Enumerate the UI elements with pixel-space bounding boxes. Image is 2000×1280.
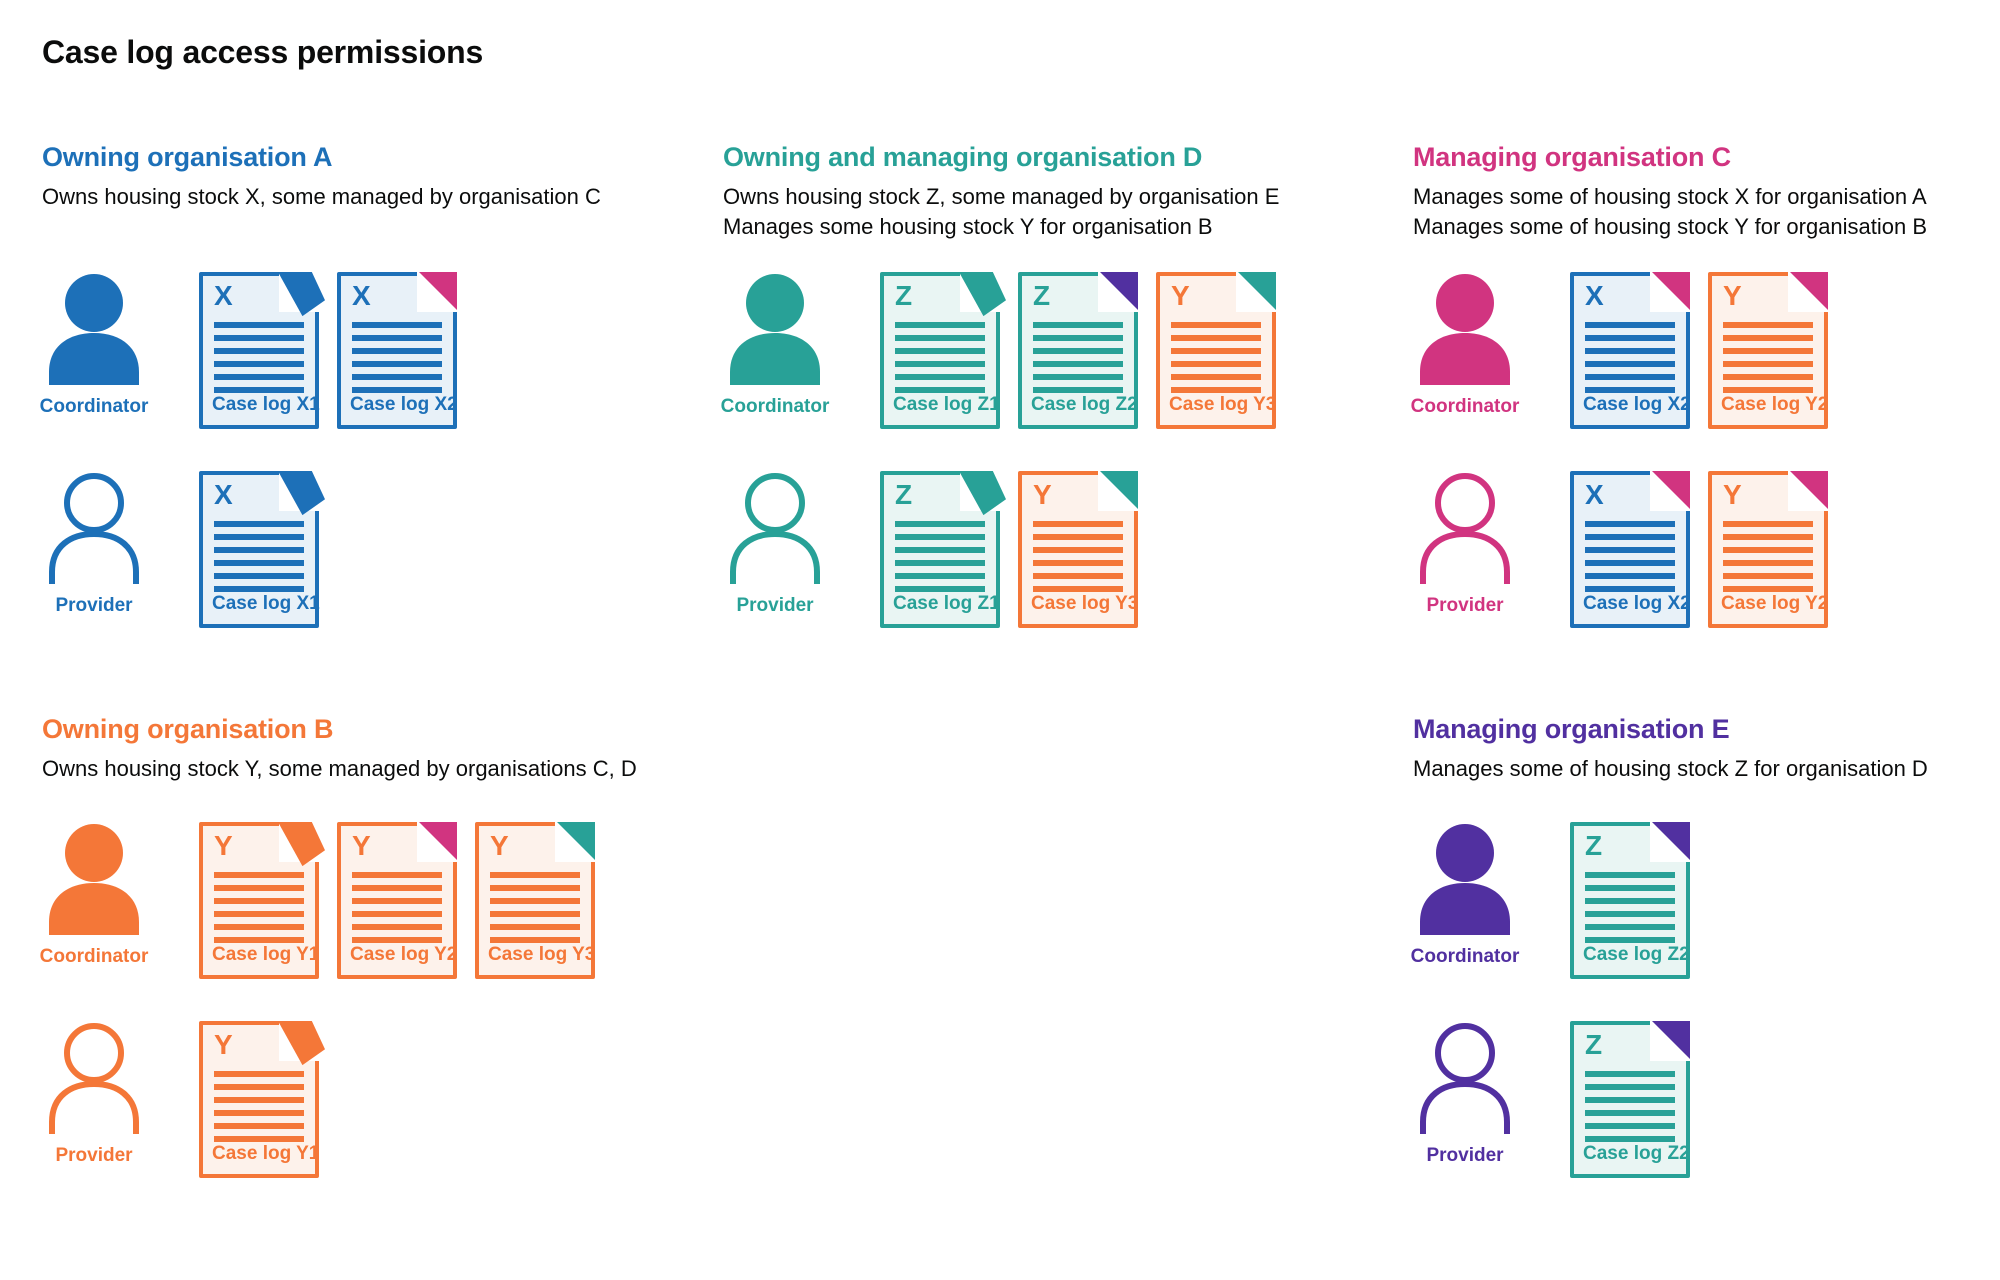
coordinator-icon [1415,823,1515,935]
section-managing-organisation-c [1410,140,1993,616]
coordinator-person [39,270,149,418]
text-lines [1585,322,1675,400]
section-description: Owns housing stock Y, some managed by organisations C, D [42,756,637,781]
coordinator-person [1410,820,1520,968]
doc-case-log-z2 [1018,272,1138,429]
doc-case-log-x1 [199,471,319,628]
provider-person [1413,469,1517,617]
provider-row [42,469,457,628]
text-lines [1585,521,1675,599]
doc-case-log-x2 [337,272,457,429]
section-description: Manages some of housing stock Z for organisation D [1413,756,1928,781]
stock-letter: Z [895,479,913,510]
role-label: Coordinator [39,396,149,417]
coordinator-person [1410,270,1520,418]
page-title: Case log access permissions [42,34,484,70]
text-lines [214,872,304,950]
stock-letter: Y [490,830,509,861]
text-lines [352,872,442,950]
doc-label: Case log Z2 [1583,1143,1690,1164]
doc-label: Case log Z2 [1583,944,1690,965]
text-lines [1171,322,1261,400]
coordinator-icon [44,823,144,935]
stock-letter: Y [1033,479,1052,510]
section-title: Managing organisation C [1413,142,1731,172]
stock-letter: X [1585,479,1604,510]
doc-label: Case log Y2 [1721,394,1829,415]
stock-letter: Y [352,830,371,861]
text-lines [214,521,304,599]
provider-icon [44,472,144,584]
section-owning-organisation-b [39,712,722,1166]
provider-icon [44,1022,144,1134]
role-label: Coordinator [1410,396,1520,417]
text-lines [1585,872,1675,950]
doc-case-log-y1 [199,1021,319,1178]
stock-letter: Z [1585,1029,1603,1060]
doc-label: Case log Z1 [893,394,1000,415]
doc-label: Case log X2 [1583,394,1691,415]
stock-letter: X [214,280,233,311]
stock-letter: Y [214,830,233,861]
stock-letter: Z [895,280,913,311]
text-lines [214,322,304,400]
text-lines [214,1071,304,1149]
role-label: Provider [736,595,814,616]
doc-label: Case log Y3 [1031,593,1139,614]
doc-label: Case log Z1 [893,593,1000,614]
role-label: Coordinator [720,396,830,417]
section-title: Owning and managing organisation D [723,142,1203,172]
section-title: Managing organisation E [1413,714,1730,744]
stock-letter: Z [1033,280,1051,311]
stock-letter: Y [214,1029,233,1060]
section-owning-organisation-a [39,140,702,616]
coordinator-row [39,270,458,429]
text-lines [352,322,442,400]
stock-letter: X [214,479,233,510]
doc-case-log-x1 [199,272,319,429]
coordinator-row [1410,270,1829,429]
text-lines [1723,322,1813,400]
stock-letter: X [352,280,371,311]
provider-person [42,469,146,617]
doc-case-log-z2 [1570,1021,1690,1178]
provider-person [1413,1019,1517,1167]
text-lines [895,322,985,400]
provider-icon [1415,1022,1515,1134]
doc-label: Case log X2 [350,394,458,415]
section-title: Owning organisation B [42,714,334,744]
coordinator-row [720,270,1277,429]
section-description: Owns housing stock X, some managed by organisation C [42,184,601,209]
provider-person [42,1019,146,1167]
section-owning-and-managing-organisation-d [720,140,1403,616]
text-lines [1033,521,1123,599]
stock-letter: X [1585,280,1604,311]
coordinator-person [720,270,830,418]
text-lines [1723,521,1813,599]
doc-case-log-y2 [1708,272,1828,429]
coordinator-row [1410,820,1690,979]
provider-row [1413,1019,1690,1178]
doc-label: Case log Y2 [350,944,458,965]
section-description: Manages some of housing stock X for organisation A [1413,184,1927,209]
coordinator-row [39,820,596,979]
doc-case-log-z1 [880,272,1000,429]
coordinator-icon [44,273,144,385]
doc-label: Case log Y3 [1169,394,1277,415]
doc-label: Case log Y2 [1721,593,1829,614]
doc-case-log-z2 [1570,822,1690,979]
section-title: Owning organisation A [42,142,333,172]
provider-person [723,469,827,617]
doc-case-log-x2 [1570,272,1690,429]
coordinator-person [39,820,149,968]
role-label: Provider [1426,1145,1504,1166]
provider-row [1413,469,1828,628]
section-description: Owns housing stock Z, some managed by organisation E [723,184,1280,209]
stock-letter: Z [1585,830,1603,861]
text-lines [490,872,580,950]
role-label: Coordinator [39,946,149,967]
doc-label: Case log Y1 [212,944,320,965]
provider-row [723,469,1276,628]
section-description: Manages some housing stock Y for organisation B [723,214,1213,239]
doc-label: Case log Y3 [488,944,596,965]
doc-label: Case log Y1 [212,1143,320,1164]
role-label: Coordinator [1410,946,1520,967]
coordinator-icon [725,273,825,385]
section-description: Manages some of housing stock Y for organisation B [1413,214,1928,239]
role-label: Provider [1426,595,1504,616]
doc-case-log-y3 [475,822,595,979]
provider-icon [1415,472,1515,584]
doc-label: Case log Z2 [1031,394,1138,415]
role-label: Provider [55,595,133,616]
stock-letter: Y [1171,280,1190,311]
stock-letter: Y [1723,280,1742,311]
text-lines [1585,1071,1675,1149]
doc-case-log-y1 [199,822,319,979]
role-label: Provider [55,1145,133,1166]
doc-case-log-y2 [337,822,457,979]
text-lines [1033,322,1123,400]
doc-case-log-y3 [1156,272,1276,429]
coordinator-icon [1415,273,1515,385]
provider-row [42,1019,595,1178]
doc-label: Case log X1 [212,593,320,614]
doc-case-log-y2 [1708,471,1828,628]
doc-case-log-y3 [1018,471,1138,628]
doc-label: Case log X1 [212,394,320,415]
section-managing-organisation-e [1410,712,1993,1166]
stock-letter: Y [1723,479,1742,510]
doc-case-log-x2 [1570,471,1690,628]
text-lines [895,521,985,599]
doc-label: Case log X2 [1583,593,1691,614]
provider-icon [725,472,825,584]
doc-case-log-z1 [880,471,1000,628]
